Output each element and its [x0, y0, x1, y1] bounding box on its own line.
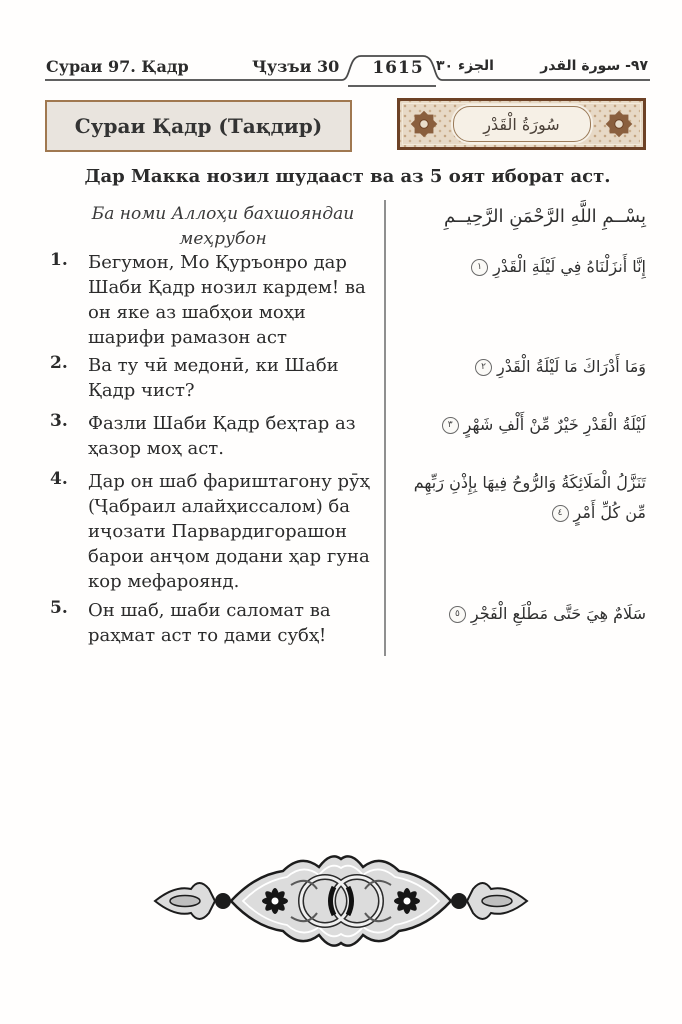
verse-row [50, 598, 380, 648]
verse-number: 4. [50, 469, 68, 489]
basmala-tajik: Ба номи Аллоҳи бахшояндаи меҳрубон [91, 204, 355, 249]
verse-text-tajik: Ва ту чӣ медонӣ, ки Шаби Қадр чист? [88, 355, 339, 401]
surah-title-label: Сураи Қадр (Тақдир) [74, 114, 323, 138]
verse-arabic-row [398, 599, 646, 629]
verse-text-tajik: Дар он шаб фариштагону рӯҳ (Ҷабраил алайҳиссалом) ба иҷозати Парвардигорашон барои анҷом додани ҳар гуна кор мефароянд. [88, 471, 370, 592]
verse-arabic-row [398, 252, 646, 282]
surah-name-cartouche: سُورَةُ الْقَدْرِ [453, 106, 591, 142]
star-ornament-icon [603, 108, 635, 140]
surah-title-box [45, 100, 352, 152]
verse-arabic-row [398, 352, 646, 382]
verse-number: 1. [50, 250, 68, 270]
ayah-end-marker: ٢ [475, 359, 492, 376]
header-juz-cyrillic: Ҷузъи 30 [252, 57, 340, 76]
header-rule-with-page-tab [45, 50, 650, 90]
verse-arabic-text: إِنَّا أَنزَلْنَاهُ فِي لَيْلَةِ الْقَدْرِ [493, 257, 646, 276]
ayah-end-marker: ٣ [442, 417, 459, 434]
verse-text-tajik: Он шаб, шаби саломат ва раҳмат аст то дами субҳ! [88, 600, 331, 646]
verse-arabic-row [398, 410, 646, 440]
verse-arabic-text: سَلَامٌ هِيَ حَتَّى مَطْلَعِ الْفَجْرِ [470, 604, 646, 623]
verse-arabic-text: لَيْلَةُ الْقَدْرِ خَيْرٌ مِّنْ أَلْفِ شَهْرٍ [463, 415, 646, 434]
verse-number: 5. [50, 598, 68, 618]
verse-arabic-row [398, 468, 646, 528]
arabesque-divider-ornament [151, 843, 531, 959]
header-surah-ref-arabic: ٩٧- سورة القدر [540, 58, 648, 74]
verse-row [50, 353, 380, 403]
verse-number: 3. [50, 411, 68, 431]
verse-arabic-text: تَنَزَّلُ الْمَلَائِكَةُ وَالرُّوحُ فِيهَا بِإِذْنِ رَبِّهِم مِّن كُلِّ أَمْرٍ [413, 473, 646, 522]
verse-text-tajik: Бегумон, Мо Қуръонро дар Шаби Қадр нозил кардем! ва он яке аз шабҳои моҳи шарифи рамазон аст [88, 252, 366, 348]
header-juz-arabic: الجزء ٣٠ [436, 58, 494, 74]
ayah-end-marker: ٤ [552, 505, 569, 522]
surah-banner [397, 98, 646, 150]
verse-text-tajik: Фазли Шаби Қадр беҳтар аз ҳазор моҳ аст. [88, 413, 356, 459]
verse-row [50, 469, 380, 594]
revelation-note: Дар Макка нозил шудааст ва аз 5 оят иборат аст. [84, 166, 611, 187]
verse-row [50, 250, 380, 350]
column-divider [384, 200, 386, 656]
basmala-arabic: بِسْــمِ اللَّهِ الرَّحْمَنِ الرَّحِيــمِ [443, 206, 646, 227]
page-number: 1615 [372, 58, 424, 78]
ayah-end-marker: ١ [471, 259, 488, 276]
header-surah-ref-cyrillic: Сураи 97. Қадр [46, 57, 189, 76]
verse-row [50, 411, 380, 461]
star-ornament-icon [408, 108, 440, 140]
ayah-end-marker: ٥ [449, 606, 466, 623]
verse-arabic-text: وَمَا أَدْرَاكَ مَا لَيْلَةُ الْقَدْرِ [496, 357, 646, 376]
verse-number: 2. [50, 353, 68, 373]
